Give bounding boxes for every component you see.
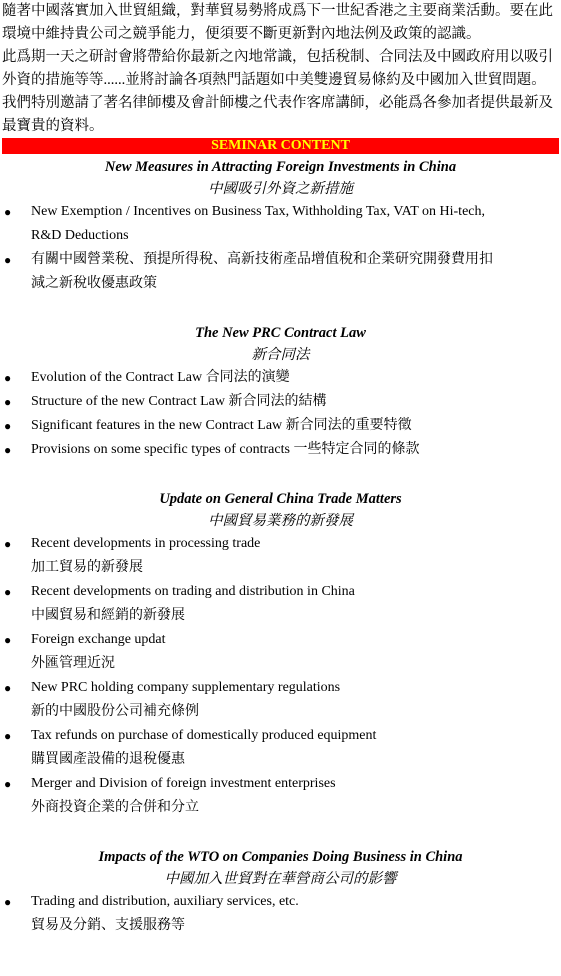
bullet-icon: ● bbox=[4, 777, 12, 791]
section-gap bbox=[2, 296, 559, 320]
bullet-icon: ● bbox=[4, 585, 12, 599]
item-line-1: Recent developments in processing trade bbox=[31, 536, 261, 551]
bullet-icon: ● bbox=[4, 537, 12, 551]
intro bbox=[2, 0, 559, 138]
bullet-list bbox=[2, 366, 559, 462]
list-item bbox=[2, 366, 559, 390]
item-line-2: R&D Deductions bbox=[31, 228, 129, 243]
item-line-2: 中國貿易和經銷的新發展 bbox=[31, 608, 185, 623]
list-item bbox=[2, 772, 559, 820]
list-item bbox=[2, 580, 559, 628]
bullet-icon: ● bbox=[4, 253, 12, 267]
section-gap bbox=[2, 820, 559, 844]
section-title-zh: 中國加入世貿對在華營商公司的影響 bbox=[164, 871, 397, 887]
item-line-1: Evolution of the Contract Law 合同法的演變 bbox=[31, 370, 290, 385]
bullet-list bbox=[2, 890, 559, 938]
item-line-1: Structure of the new Contract Law 新合同法的結構 bbox=[31, 394, 327, 409]
bullet-list bbox=[2, 532, 559, 820]
section-gap bbox=[2, 462, 559, 486]
list-item bbox=[2, 724, 559, 772]
item-line-1: Tax refunds on purchase of domestically produced equipment bbox=[31, 728, 377, 743]
item-line-1: Significant features in the new Contract Law 新合同法的重要特徵 bbox=[31, 418, 412, 433]
list-item bbox=[2, 676, 559, 724]
bullet-list bbox=[2, 200, 559, 296]
list-item bbox=[2, 628, 559, 676]
list-item bbox=[2, 532, 559, 580]
list-item bbox=[2, 890, 559, 938]
bullet-icon: ● bbox=[4, 419, 12, 433]
item-line-2: 購買國產設備的退稅優惠 bbox=[31, 752, 185, 767]
item-line-1: Recent developments on trading and distribution in China bbox=[31, 584, 355, 599]
item-line-1: Trading and distribution, auxiliary services, etc. bbox=[31, 894, 299, 909]
list-item bbox=[2, 248, 559, 296]
item-line-1: Foreign exchange updat bbox=[31, 632, 166, 647]
item-line-2: 加工貿易的新發展 bbox=[31, 560, 143, 575]
bullet-icon: ● bbox=[4, 371, 12, 385]
item-line-2: 減之新稅收優惠政策 bbox=[31, 276, 157, 291]
intro-paragraph-2: 此爲期一天之研討會將帶給你最新之內地常識，包括稅制、合同法及中國政府用以吸引外資的措施等等......並將討論各項熱門話題如中美雙邊貿易條約及中國加入世貿問題。我們特別邀請了著名律師樓及會計師樓之代表作客席講師，必能爲各參加者提供最新及最寶貴的資料。 bbox=[2, 49, 553, 134]
section-title-zh: 中國吸引外資之新措施 bbox=[208, 181, 353, 197]
section-contract-law bbox=[2, 322, 559, 462]
item-line-1: Merger and Division of foreign investment enterprises bbox=[31, 776, 336, 791]
list-item bbox=[2, 390, 559, 414]
item-line-1: Provisions on some specific types of contracts 一些特定合同的條款 bbox=[31, 442, 420, 457]
section-investments bbox=[2, 156, 559, 296]
item-line-2: 外匯管理近況 bbox=[31, 656, 115, 671]
bullet-icon: ● bbox=[4, 681, 12, 695]
section-title: New Measures in Attracting Foreign Investments in China bbox=[104, 159, 457, 175]
item-line-1: New PRC holding company supplementary regulations bbox=[31, 680, 341, 695]
list-item bbox=[2, 438, 559, 462]
item-line-1: New Exemption / Incentives on Business Tax, Withholding Tax, VAT on Hi-tech, bbox=[31, 204, 485, 219]
bullet-icon: ● bbox=[4, 895, 12, 909]
list-item bbox=[2, 414, 559, 438]
item-line-2: 外商投資企業的合併和分立 bbox=[31, 800, 199, 815]
section-wto-impacts bbox=[2, 846, 559, 938]
bullet-icon: ● bbox=[4, 395, 12, 409]
bullet-icon: ● bbox=[4, 205, 12, 219]
section-title: Update on General China Trade Matters bbox=[159, 491, 402, 507]
section-title-zh: 中國貿易業務的新發展 bbox=[208, 513, 353, 529]
section-title: Impacts of the WTO on Companies Doing Business in China bbox=[98, 849, 463, 865]
section-title-zh: 新合同法 bbox=[251, 347, 310, 363]
intro-paragraph-1: 隨著中國落實加入世貿組織，對華貿易勢將成爲下一世紀香港之主要商業活動。要在此環境中維持貴公司之競爭能力，便須要不斷更新對內地法例及政策的認識。 bbox=[2, 3, 553, 42]
bullet-icon: ● bbox=[4, 443, 12, 457]
item-line-1: 有關中國營業稅、預提所得稅、高新技術產品增值稅和企業研究開發費用扣 bbox=[31, 252, 493, 267]
seminar-content-banner: SEMINAR CONTENT bbox=[2, 138, 559, 154]
item-line-2: 新的中國股份公司補充條例 bbox=[31, 704, 199, 719]
item-line-2: 貿易及分銷、支援服務等 bbox=[31, 918, 185, 933]
list-item bbox=[2, 200, 559, 248]
section-trade-matters bbox=[2, 488, 559, 820]
bullet-icon: ● bbox=[4, 729, 12, 743]
section-title: The New PRC Contract Law bbox=[195, 325, 366, 341]
bullet-icon: ● bbox=[4, 633, 12, 647]
